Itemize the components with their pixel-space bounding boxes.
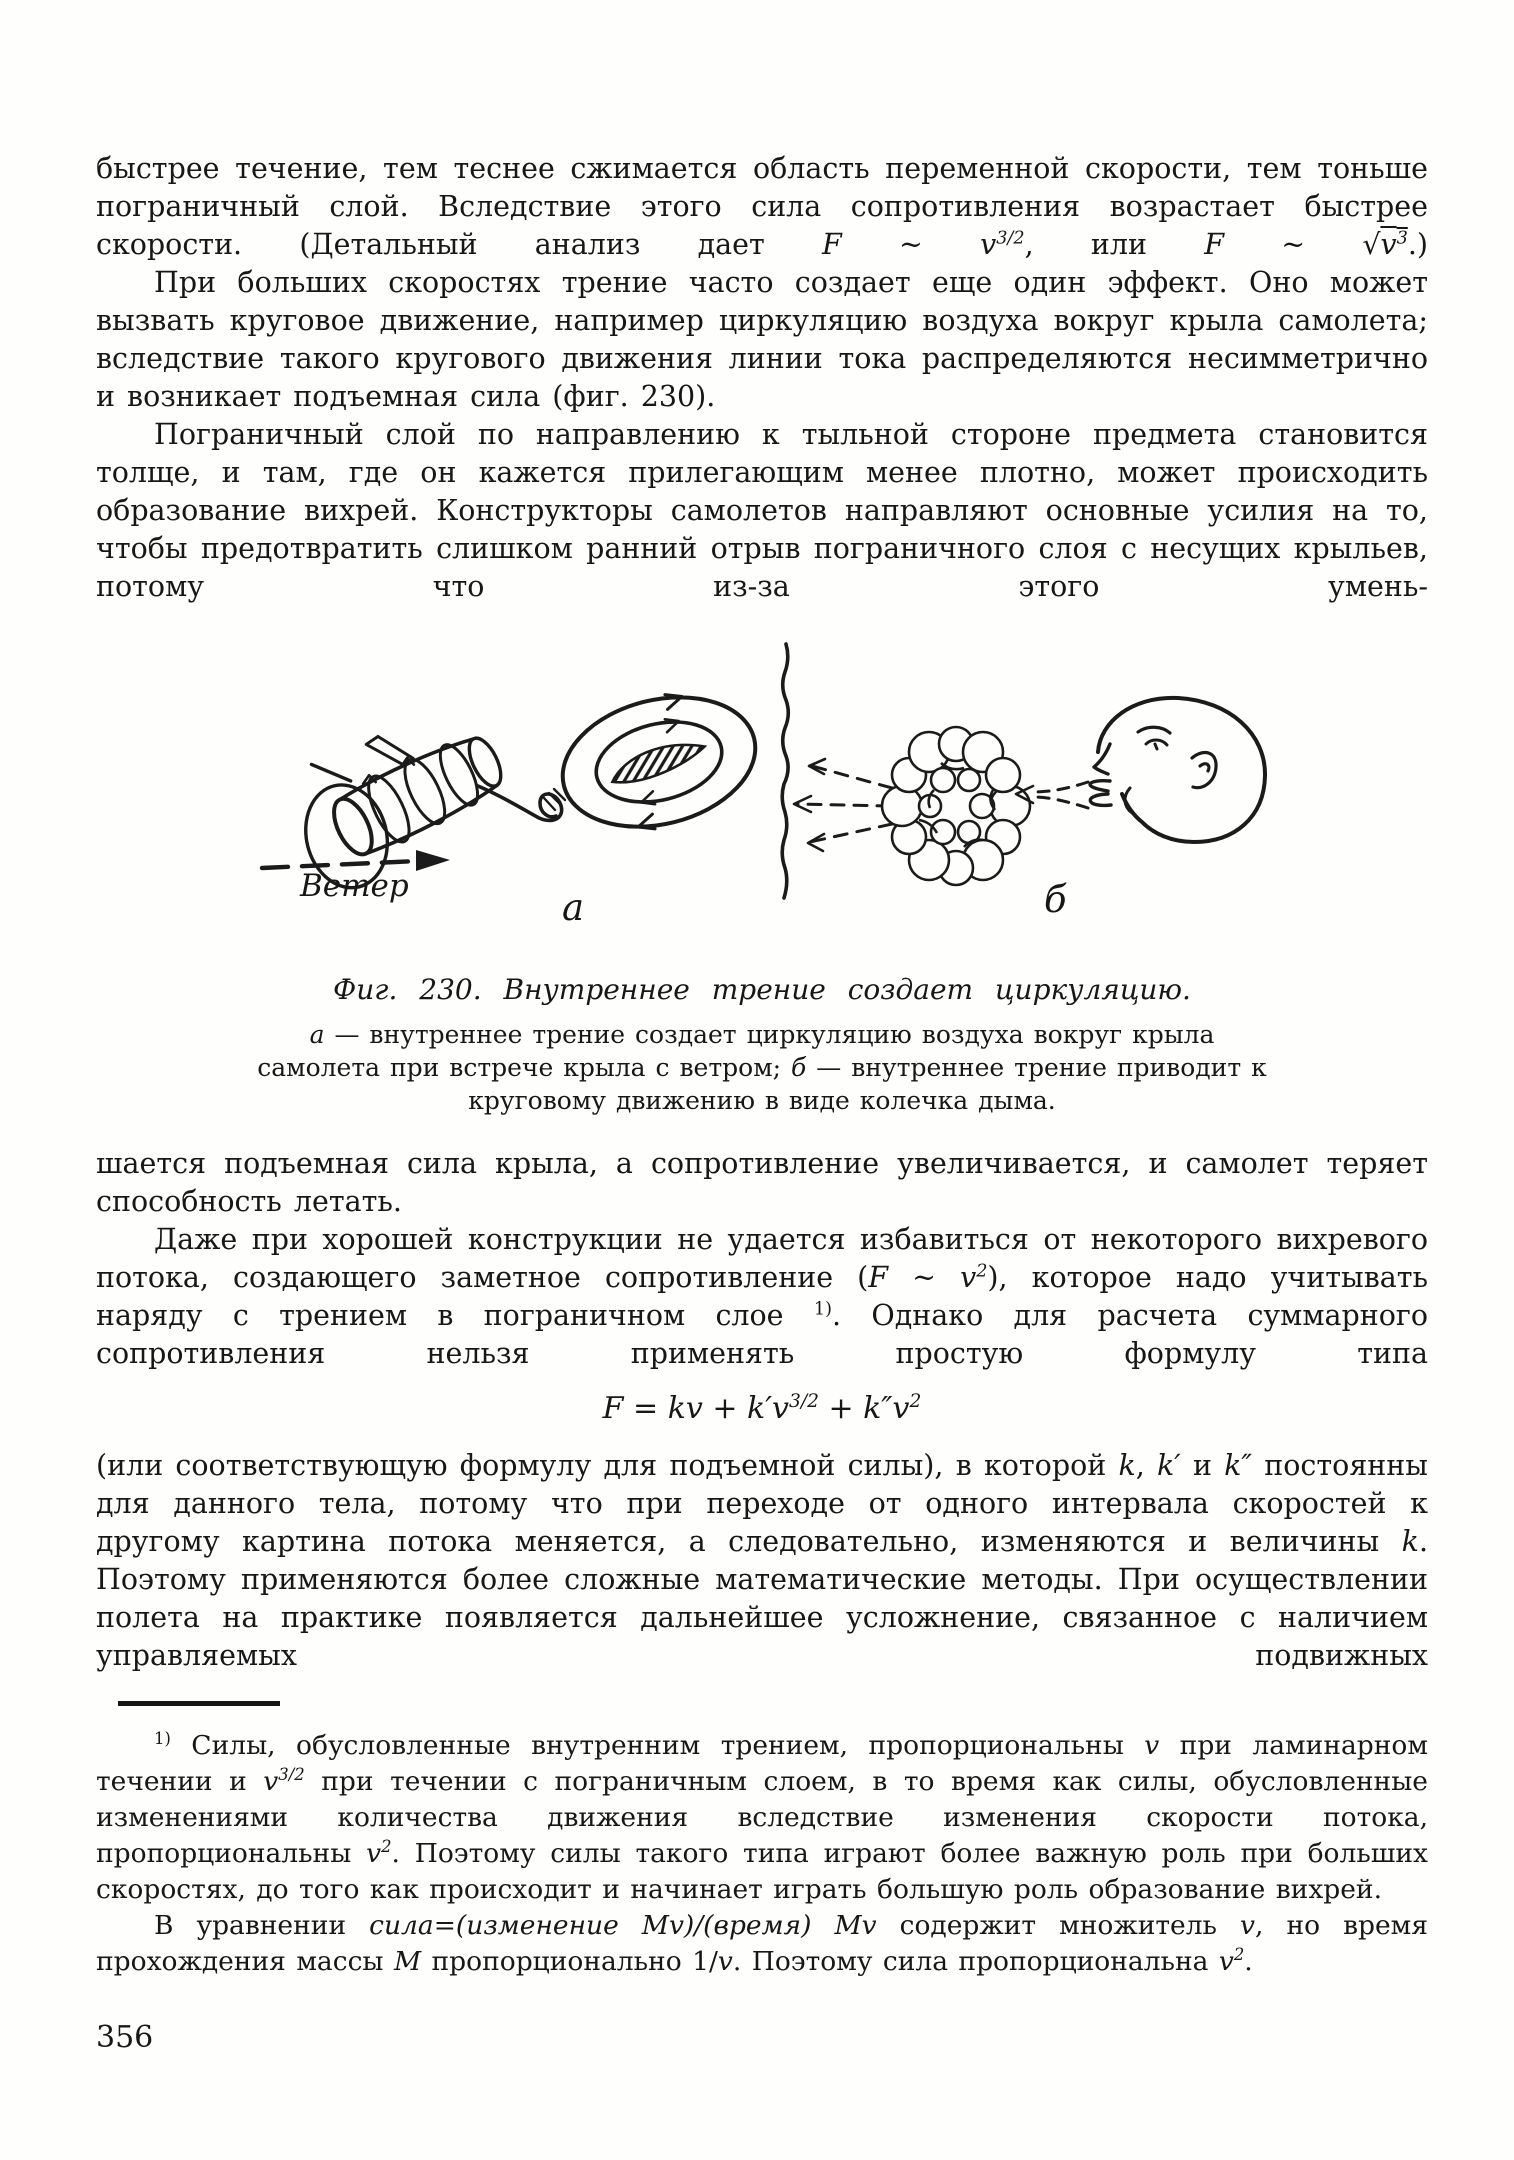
eye: [1146, 740, 1167, 749]
inline-math-f-v32: F ~ $v^{3/2}$: [822, 228, 1025, 261]
display-formula: F = kv + $k'v^{3/2} + k''v^2$: [602, 1391, 922, 1426]
smoke-spread-arrows: [794, 759, 892, 851]
footnote-ref-1: 1): [813, 1299, 832, 1320]
smoke-ring-sketch: [882, 727, 1030, 885]
wind-label: Ветер: [300, 868, 409, 904]
figure-label-b: б: [1044, 878, 1067, 921]
face-blowing-sketch: [1090, 698, 1265, 842]
airfoil-cross-section: [607, 737, 708, 786]
figure-230-drawing: [96, 640, 1428, 948]
paragraph-1: быстрее течение, тем теснее сжимается область переменной скорости, тем тоньше пограничный слой. Вследствие этого сила сопротивления возрастает быстрее скорости. (Детальный анализ дает F ~ $v^{3/2}$, или F ~ $√v^3$.): [96, 152, 1429, 261]
paragraph-1-text: быстрее течение, тем теснее сжимается область переменной скорости, тем тоньше пограничный слой. Вследствие этого сила сопротивления возрастает быстрее скорости. (Детальный анализ дает: [96, 152, 1428, 261]
paragraph-6: (или соответствующую формулу для подъемной силы), в которой k, k′ и k″ постоянны для данного тела, потому что при переходе от одного интервала скоростей к другому картина потока меняется, а следовательно, изменяются и величины k. Поэтому применяются более сложные математические методы. При осуществлении полета на практике появляется дальнейшее усложнение, связанное с наличием управляемых подвижных: [96, 1449, 1428, 1672]
page-number: 356: [96, 2020, 154, 2055]
figure-caption-title: Фиг. 230. Внутреннее трение создает циркуляцию.: [333, 973, 1191, 1006]
radical-sign: √: [1362, 228, 1381, 261]
paragraph-3: Пограничный слой по направлению к тыльной стороне предмета становится толще, и там, где он кажется прилегающим менее плотно, может происходить образование вихрей. Конструкторы самолетов направляют основные усилия на то, чтобы предотвратить слишком ранний отрыв пограничного слоя с несущих крыльев, потому что из-за этого умень-: [96, 418, 1428, 603]
paragraph-5: Даже при хорошей конструкции не удается избавиться от некоторого вихревого потока, создающего заметное сопротивление (F ~ $v^2$), которое надо учитывать наряду с трением в пограничном слое $^{1)}$. Однако для расчета суммарного сопротивления нельзя применять простую формулу типа: [96, 1223, 1429, 1370]
footnote-separator: [118, 1701, 280, 1706]
footnote-2: В уравнении сила=(изменение Mv)/(время) Mv содержит множитель v, но время прохождения массы M пропорционально 1/v. Поэтому сила пропорциональна $v^2$.: [96, 1910, 1428, 1977]
wing-circulation-sketch: [548, 676, 769, 848]
paragraph-2: При больших скоростях трение часто создает еще один эффект. Оно может вызвать круговое движение, например циркуляцию воздуха вокруг крыла самолета; вследствие такого кругового движения линии тока распределяются несимметрично и возникает подъемная сила (фиг. 230).: [96, 266, 1428, 413]
paragraph-4: шается подъемная сила крыла, а сопротивление увеличивается, и самолет теряет способность летать.: [96, 1147, 1428, 1218]
lower-lip: [1090, 794, 1111, 805]
upper-lip: [1090, 781, 1110, 791]
footnote-1-marker: 1): [154, 1729, 171, 1749]
figure-divider: [782, 644, 788, 898]
eyebrow: [1138, 727, 1170, 733]
figure-label-a: а: [562, 886, 585, 929]
figure-230: [96, 640, 1428, 948]
figure-caption-sub: а — внутреннее трение создает циркуляцию воздуха вокруг крыла самолета при встрече крыла с ветром; б — внутреннее трение приводит к круговому движению в виде колечка дыма.: [257, 1020, 1267, 1115]
ear: [1192, 752, 1216, 787]
inline-math-f-sqrt-v3: F ~ $√v^3$: [1204, 228, 1408, 261]
inline-math-f-v2: F ~ $v^2$: [868, 1261, 988, 1294]
footnote-1: $^{1)}$ Силы, обусловленные внутренним трением, пропорциональны v при ламинарном течении и $v^{3/2}$ при течении с пограничным слоем, в то время как силы, обусловленные изменениями количества движения вследствие изменения скорости потока, пропорциональны $v^2$. Поэтому силы такого типа играют более важную роль при больших скоростях, до того как происходит и начинает играть большую роль образование вихрей.: [96, 1729, 1428, 1905]
